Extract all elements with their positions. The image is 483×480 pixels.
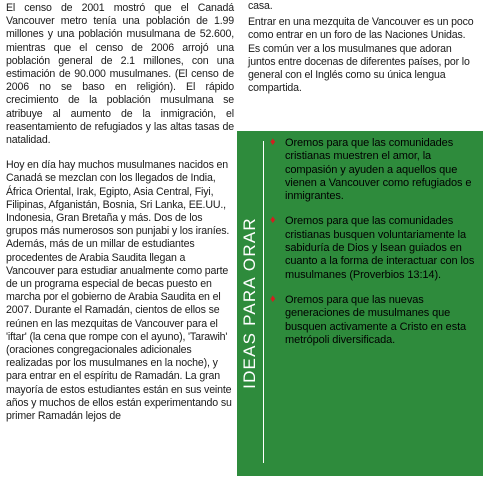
prayer-box-title: IDEAS PARA ORAR	[240, 217, 259, 389]
title-divider	[263, 141, 264, 463]
prayer-item	[270, 137, 476, 203]
prayer-item-text: Oremos para que las nuevas generaciones de musulmanes que busquen activamente a Cristo en esta metrópoli diversificada.	[285, 293, 467, 346]
prayer-item	[270, 215, 476, 281]
prayer-list	[270, 137, 476, 359]
right-column-top	[248, 0, 480, 95]
prayer-item-text: Oremos para que las comunidades cristianas muestren el amor, la compasión y ayuden a aquellos que vienen a Vancouver como refugiados e inmigrantes.	[285, 137, 472, 203]
diamond-bullet-icon: ♦	[270, 214, 276, 227]
prayer-item-text: Oremos para que las comunidades cristianas busquen voluntariamente la sabiduría de Dios y lsean guiados en cuanto a la forma de interactuar con los musulmanes (Proverbios 13:14).	[285, 215, 475, 281]
diamond-bullet-icon: ♦	[270, 292, 276, 305]
left-column	[6, 2, 234, 435]
prayer-box-title-container	[237, 131, 263, 476]
immigrants-paragraph: Hoy en día hay muchos musulmanes nacidos en Canadá se mezclan con los llegados de India, África Oriental, Irak, Egipto, Asia Central, Fiyi, Filipinas, Afganistán, Bosnia, Sri Lanka, EE.UU., Indonesia, Gran Bretaña y más. Dos de los grupos más numerosos son punjabi y los iraníes. Además, más de un millar de estudiantes procedentes de Arabia Saudita llegan a Vancouver para estudiar anualmente como parte de un programa especial de becas puesto en marcha por el gobierno de Arabia Saudita en el 2007. Durante el Ramadán, cientos de ellos se reúnen en las mezquitas de Vancouver para el 'iftar' (la cena que rompe con el ayuno), 'Tarawih' (oraciones congregacionales adicionales realizadas por los musulmanes en la noche), y para entrar en el espíritu de Ramadán. La gran mayoría de estos estudiantes están en sus veinte años y muchos de ellos están experimentando su primer Ramadán lejos de	[6, 159, 232, 423]
mosque-paragraph: Entrar en una mezquita de Vancouver es un poco como entrar en un foro de las Naciones Unidas. Es común ver a los musulmanes que adoran juntos entre docenas de diferentes países, por lo general con el Inglés como su única lengua compartida.	[248, 16, 474, 95]
prayer-ideas-box	[237, 131, 483, 476]
prayer-item	[270, 294, 476, 347]
continuation-text: casa.	[248, 0, 273, 12]
census-paragraph: El censo de 2001 mostró que el Canadá Vancouver metro tenía una población de 1.99 millones y una población musulmana de 52.600, mientras que el censo de 2006 arrojó una población general de 2.1 millones, con una estimación de 90.000 musulmanes. (El censo de 2006 no se baso en religión). El rápido crecimiento de la población musulmana se atribuye al aumento de la inmigración, el reasentamiento de refugiados y las altas tasas de natalidad.	[6, 2, 234, 147]
diamond-bullet-icon: ♦	[270, 136, 276, 148]
